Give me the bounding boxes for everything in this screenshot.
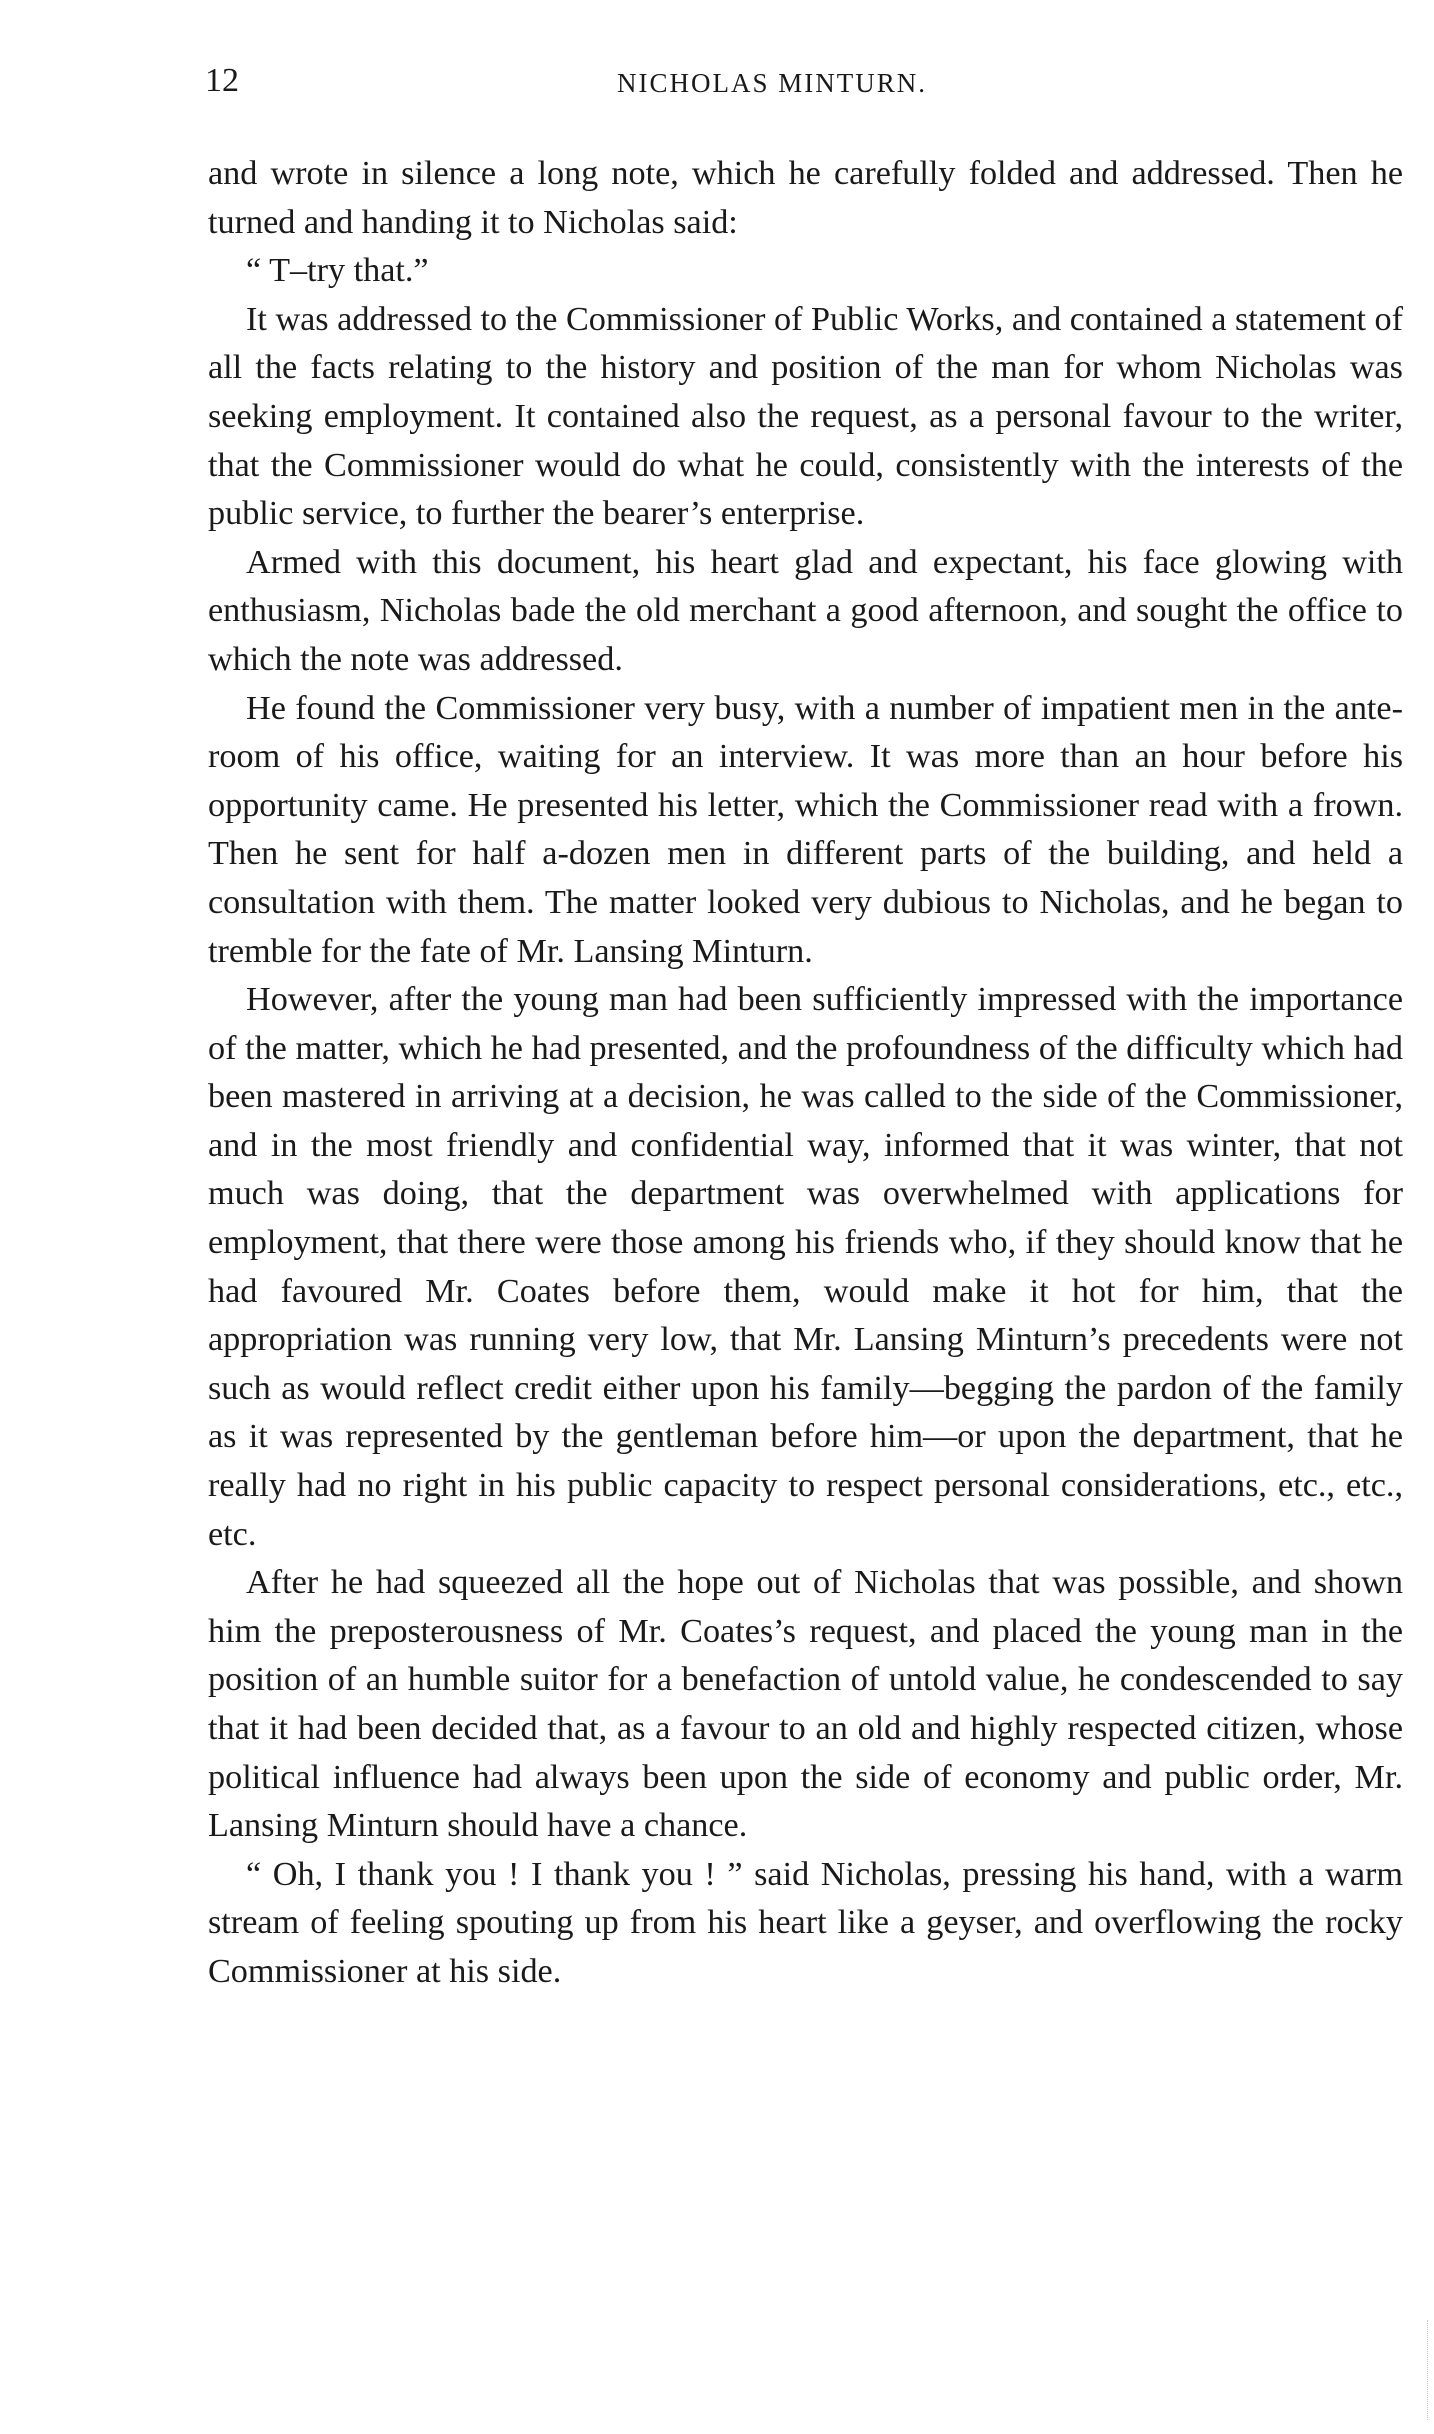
body-text <box>208 150 1403 1997</box>
page-edge-specks <box>1417 2320 1428 2420</box>
paragraph-commissioner-busy: He found the Commissioner very busy, with a number of impatient men in the ante-room of his office, waiting for an interview. It was more than an hour before his opportunity came. He presented his letter, which the Commissioner read with a frown. Then he sent for half a-dozen men in different parts of the building, and held a consultation with them. The matter looked very dubious to Nicholas, and he began to tremble for the fate of Mr. Lansing Minturn. <box>208 689 1403 970</box>
running-head: NICHOLAS MINTURN. <box>617 68 927 98</box>
paragraph-dialogue: “ T–try that.” <box>246 252 429 290</box>
page-header <box>205 62 1405 112</box>
page-number: 12 <box>205 62 239 99</box>
paragraph-after-squeezed: After he had squeezed all the hope out of Nicholas that was possible, and shown him the preposterousness of Mr. Coates’s request, and placed the young man in the position of an humble suitor for a benefaction of untold value, he condescended to say that it had been decided that, as a favour to an old and highly respected citizen, whose political influence had always been upon the side of economy and public order, Mr. Lansing Minturn should have a chance. <box>208 1564 1403 1845</box>
paragraph-continued: and wrote in silence a long note, which he carefully folded and addressed. Then he turned and handing it to Nicholas said: <box>208 155 1403 241</box>
paragraph-however: However, after the young man had been sufficiently impressed with the importance of the matter, which he had presented, and the profoundness of the difficulty which had been mastered in arriving at a decision, he was called to the side of the Commissioner, and in the most friendly and confidential way, informed that it was winter, that not much was doing, that the department was overwhelmed with applications for employment, that there were those among his friends who, if they should know that he had favoured Mr. Coates before them, would make it hot for him, that the appropriation was running very low, that Mr. Lansing Minturn’s precedents were not such as would reflect credit either upon his family—begging the pardon of the family as it was represented by the gentleman before him—or upon the department, that he really had no right in his public capacity to respect personal considerations, etc., etc., etc. <box>208 981 1403 1553</box>
paragraph-thank-you: “ Oh, I thank you ! I thank you ! ” said Nicholas, pressing his hand, with a warm stream of feeling spouting up from his heart like a geyser, and overflowing the rocky Commissioner at his side. <box>208 1855 1403 1990</box>
paragraph-letter-contents: It was addressed to the Commissioner of Public Works, and contained a statement of all the facts relating to the history and position of the man for whom Nicholas was seeking employment. It contained also the request, as a personal favour to the writer, that the Commissioner would do what he could, consistently with the interests of the public service, to further the bearer’s enterprise. <box>208 300 1403 533</box>
paragraph-armed-with-document: Armed with this document, his heart glad and expectant, his face glowing with enthusiasm, Nicholas bade the old merchant a good afternoon, and sought the office to which the note was addressed. <box>208 543 1403 678</box>
